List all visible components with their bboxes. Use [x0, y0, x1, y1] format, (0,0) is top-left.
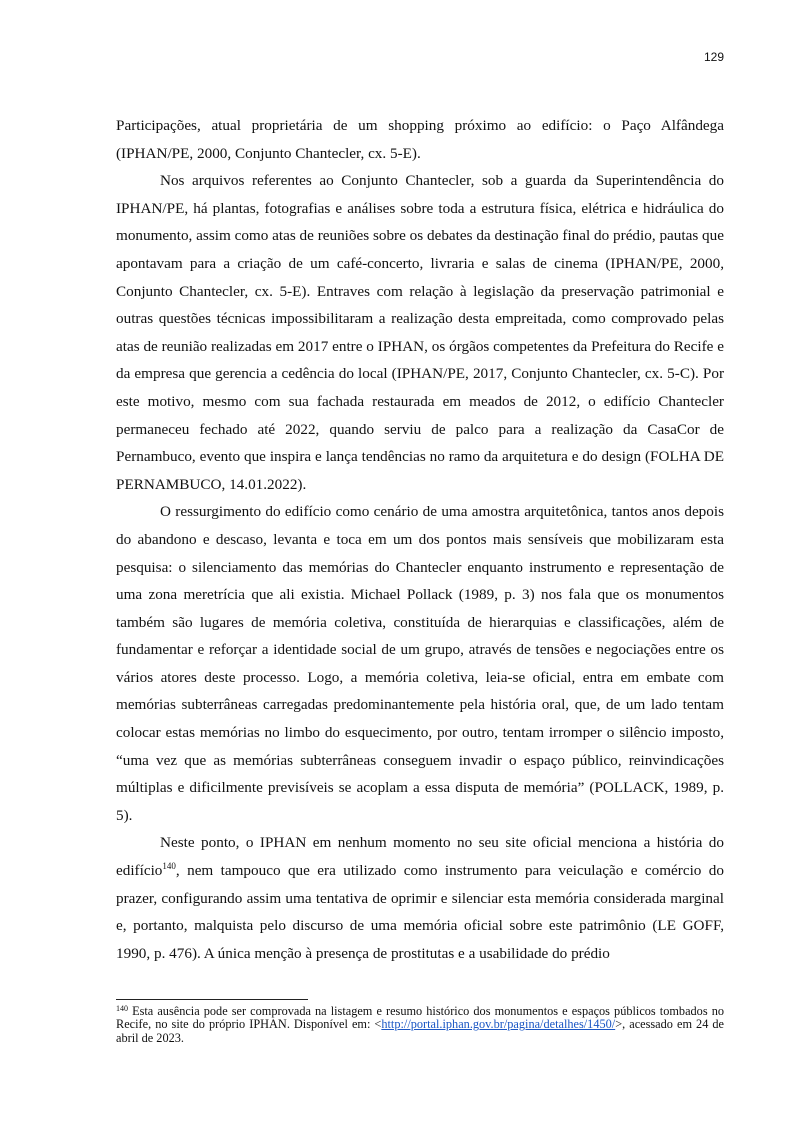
paragraph-text-after-note: , nem tampouco que era utilizado como instrumento para veiculação e comércio do prazer, configurando assim uma tentativa de oprimir e silenciar esta memória considerada marginal e, portanto, malquista pelo discurso de uma memória oficial sobre este patrimônio (LE GOFF, 1990, p. 476). A única menção à presença de prostitutas e a usabilidade do prédio	[116, 862, 724, 962]
body-text	[116, 112, 724, 967]
footnote-separator	[116, 999, 308, 1000]
paragraph-text-before-note: Neste ponto, o IPHAN em nenhum momento no seu site oficial menciona a história do edifício	[116, 834, 724, 880]
paragraph-continuation: Participações, atual proprietária de um shopping próximo ao edifício: o Paço Alfândega (IPHAN/PE, 2000, Conjunto Chantecler, cx. 5-E).	[116, 117, 724, 162]
paragraph-memory-silencing: O ressurgimento do edifício como cenário de uma amostra arquitetônica, tantos anos depois do abandono e descaso, levanta e toca em um dos pontos mais sensíveis que mobilizaram esta pesquisa: o silenciamento das memórias do Chantecler enquanto instrumento e representação de uma zona meretrícia que ali existia. Michael Pollack (1989, p. 3) nos fala que os monumentos também são lugares de memória coletiva, constituída de hierarquias e classificações, além de fundamentar e reforçar a identidade social de um grupo, através de tensões e negociações entre os vários atores deste processo. Logo, a memória coletiva, leia-se oficial, entra em embate com memórias subterrâneas carregadas predominantemente pela história oral, que, de um lado tentam colocar estas memórias no limbo do esquecimento, por outro, tentam irromper o silêncio imposto, “uma vez que as memórias subterrâneas conseguem invadir o espaço público, reinvindicações múltiplas e dificilmente previsíveis se acoplam a essa disputa de memória” (POLLACK, 1989, p. 5).	[116, 503, 724, 824]
paragraph-iphan-site	[116, 829, 724, 967]
footnote-text-after-link: >, acessado em 24 de abril de 2023.	[116, 1017, 724, 1045]
footnote-link[interactable]: http://portal.iphan.gov.br/pagina/detalhes/1450/	[381, 1017, 616, 1032]
page-number: 129	[703, 50, 724, 64]
paragraph-chantecler-archives: Nos arquivos referentes ao Conjunto Chantecler, sob a guarda da Superintendência do IPHAN/PE, há plantas, fotografias e análises sobre toda a estrutura física, elétrica e hidráulica do monumento, assim como atas de reuniões sobre os debates da destinação final do prédio, pautas que apontavam para a criação de um café-concerto, livraria e salas de cinema (IPHAN/PE, 2000, Conjunto Chantecler, cx. 5-E). Entraves com relação à legislação da preservação patrimonial e outras questões técnicas impossibilitaram a realização desta empreitada, como comprovado pelas atas de reunião realizadas em 2017 entre o IPHAN, os órgãos competentes da Prefeitura do Recife e da empresa que gerencia a cedência do local (IPHAN/PE, 2017, Conjunto Chantecler, cx. 5-C). Por este motivo, mesmo com sua fachada restaurada em meados de 2012, o edifício Chantecler permaneceu fechado até 2022, quando serviu de palco para a realização da CasaCor de Pernambuco, evento que inspira e lança tendências no ramo da arquitetura e do design (FOLHA DE PERNAMBUCO, 14.01.2022).	[116, 172, 724, 493]
footnote-number: 140	[116, 1004, 128, 1013]
footnote-reference[interactable]: 140	[162, 861, 176, 872]
footnote-text: Esta ausência pode ser comprovada na listagem e resumo histórico dos monumentos e espaços públicos tombados no Recife, no site do próprio IPHAN. Disponível em: <	[116, 1004, 724, 1032]
footnote	[116, 1005, 724, 1045]
